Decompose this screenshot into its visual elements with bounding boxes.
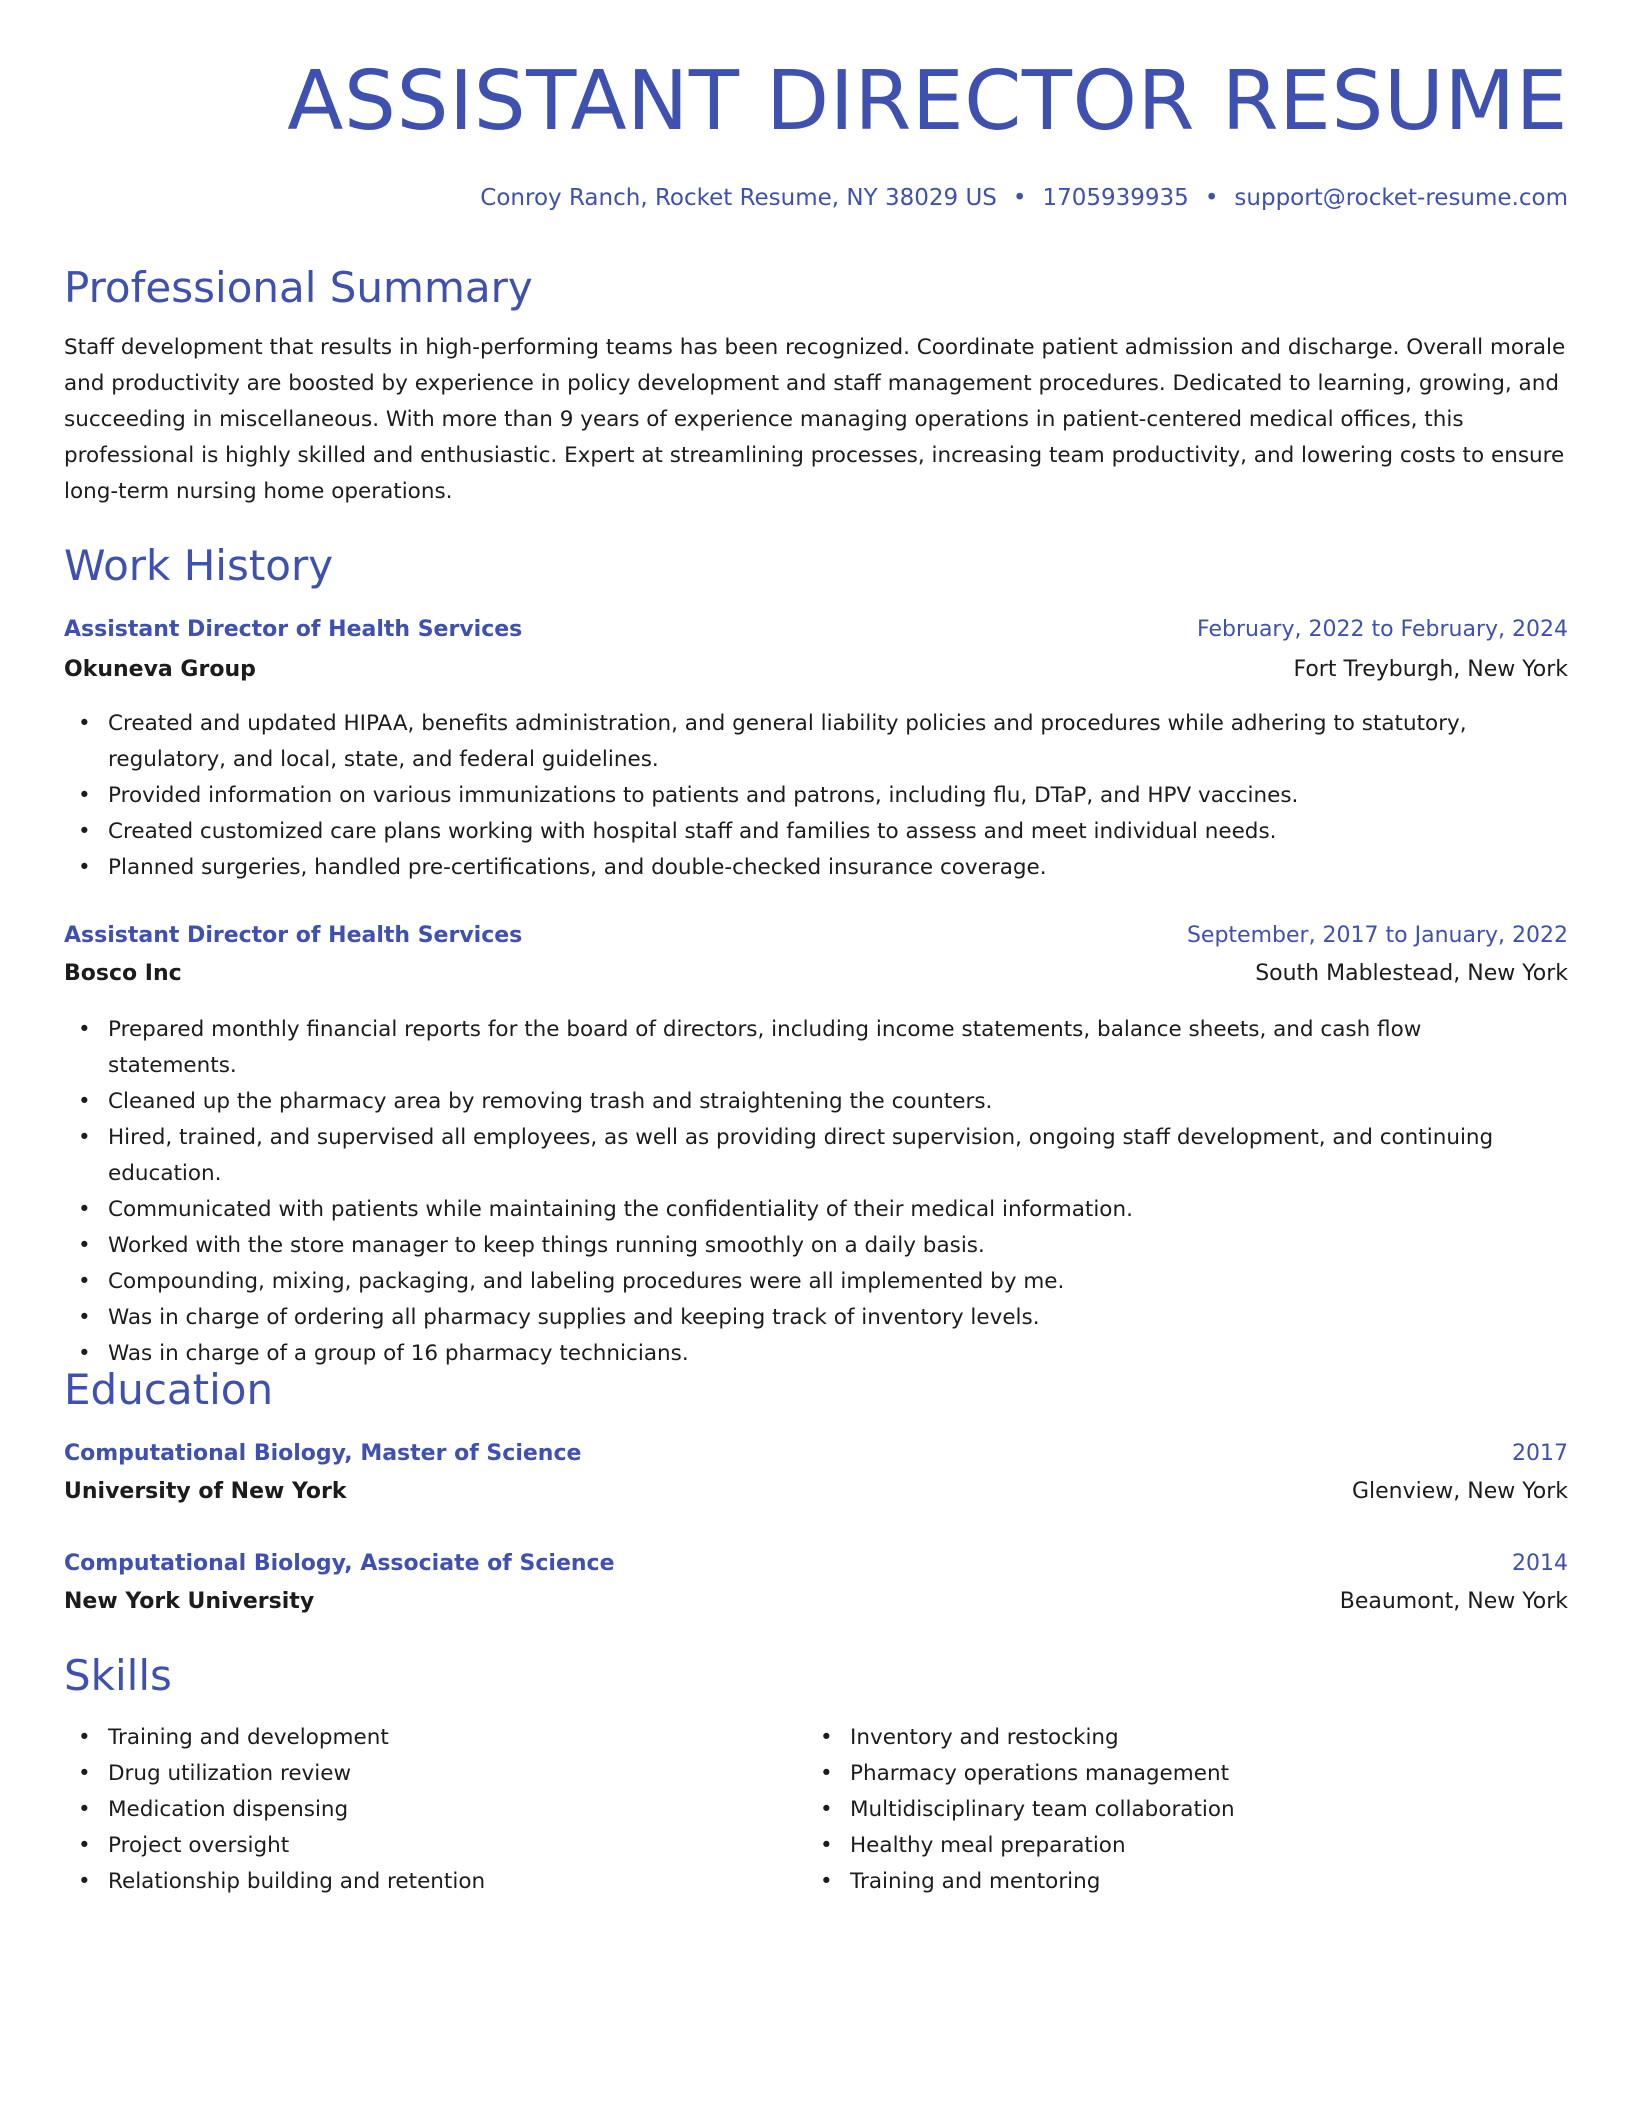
- skill-item: • Drug utilization review: [64, 1756, 784, 1792]
- list-item: • Prepared monthly financial reports for the board of directors, including income statements, balance sheets, and cash flow statements.: [64, 1012, 1534, 1084]
- job-bullets: [64, 1012, 1534, 1372]
- skills-list-right: [806, 1720, 1566, 1900]
- school: University of New York: [64, 1479, 347, 1504]
- job-title-row: [64, 918, 1568, 954]
- phone: 1705939935: [1042, 185, 1189, 211]
- email-link[interactable]: support@rocket-resume.com: [1234, 185, 1568, 211]
- skill-item: • Relationship building and retention: [64, 1864, 784, 1900]
- list-item: • Cleaned up the pharmacy area by removing trash and straightening the counters.: [64, 1084, 1534, 1120]
- degree: Computational Biology, Associate of Science: [64, 1551, 615, 1576]
- job-dates: September, 2017 to January, 2022: [1186, 923, 1568, 948]
- list-item: • Planned surgeries, handled pre-certifications, and double-checked insurance coverage.: [64, 850, 1568, 886]
- work-history-heading: Work History: [64, 541, 334, 590]
- skill-item: • Project oversight: [64, 1828, 784, 1864]
- separator-dot: •: [1204, 185, 1219, 211]
- school: New York University: [64, 1589, 315, 1614]
- skill-item: • Multidisciplinary team collaboration: [806, 1792, 1566, 1828]
- list-item: • Hired, trained, and supervised all employees, as well as providing direct supervision, ongoing staff development, and continuing education.: [64, 1120, 1534, 1192]
- skill-item: • Healthy meal preparation: [806, 1828, 1566, 1864]
- list-item: • Communicated with patients while maintaining the confidentiality of their medical information.: [64, 1192, 1534, 1228]
- job-title: Assistant Director of Health Services: [64, 617, 523, 642]
- job-company: Bosco Inc: [64, 961, 182, 986]
- skills-heading: Skills: [64, 1651, 172, 1700]
- list-item: • Created and updated HIPAA, benefits administration, and general liability policies and procedures while adhering to statutory, regulatory, and local, state, and federal guidelines.: [64, 706, 1568, 778]
- summary-heading: Professional Summary: [64, 263, 533, 312]
- separator-dot: •: [1012, 185, 1027, 211]
- graduation-year: 2014: [1512, 1551, 1568, 1576]
- skill-item: • Inventory and restocking: [806, 1720, 1566, 1756]
- skills-list-left: [64, 1720, 784, 1900]
- skill-item: • Pharmacy operations management: [806, 1756, 1566, 1792]
- skill-item: • Medication dispensing: [64, 1792, 784, 1828]
- school-location: Glenview, New York: [1351, 1479, 1568, 1504]
- list-item: • Worked with the store manager to keep things running smoothly on a daily basis.: [64, 1228, 1534, 1264]
- skill-item: • Training and mentoring: [806, 1864, 1566, 1900]
- degree: Computational Biology, Master of Science: [64, 1441, 582, 1466]
- education-heading: Education: [64, 1365, 274, 1414]
- job-title-row: [64, 612, 1568, 648]
- address: Conroy Ranch, Rocket Resume, NY 38029 US: [480, 185, 997, 211]
- list-item: • Created customized care plans working with hospital staff and families to assess and meet individual needs.: [64, 814, 1568, 850]
- degree-row: [64, 1546, 1568, 1582]
- summary-text: Staff development that results in high-performing teams has been recognized. Coordinate patient admission and discharge. Overall morale and productivity are boosted by experience in policy development and staff management procedures. Dedicated to learning, growing, and succeeding in miscellaneous. With more than 9 years of experience managing operations in patient-centered medical offices, this professional is highly skilled and enthusiastic. Expert at streamlining processes, increasing team productivity, and lowering costs to ensure long-term nursing home operations.: [64, 335, 1566, 504]
- job-company-row: [64, 956, 1568, 992]
- school-row: [64, 1474, 1568, 1510]
- job-location: South Mablestead, New York: [1255, 961, 1568, 986]
- skill-item: • Training and development: [64, 1720, 784, 1756]
- job-company-row: [64, 652, 1568, 688]
- job-dates: February, 2022 to February, 2024: [1197, 617, 1568, 642]
- job-company: Okuneva Group: [64, 657, 256, 682]
- list-item: • Compounding, mixing, packaging, and labeling procedures were all implemented by me.: [64, 1264, 1534, 1300]
- degree-row: [64, 1436, 1568, 1472]
- contact-line: [480, 182, 1568, 214]
- graduation-year: 2017: [1512, 1441, 1568, 1466]
- job-title: Assistant Director of Health Services: [64, 923, 523, 948]
- resume-title: ASSISTANT DIRECTOR RESUME: [287, 54, 1568, 149]
- job-location: Fort Treyburgh, New York: [1293, 657, 1568, 682]
- school-location: Beaumont, New York: [1339, 1589, 1568, 1614]
- school-row: [64, 1584, 1568, 1620]
- job-bullets: [64, 706, 1568, 886]
- list-item: • Was in charge of ordering all pharmacy supplies and keeping track of inventory levels.: [64, 1300, 1534, 1336]
- list-item: • Provided information on various immunizations to patients and patrons, including flu, DTaP, and HPV vaccines.: [64, 778, 1568, 814]
- list-item: • Was in charge of a group of 16 pharmacy technicians.: [64, 1336, 1534, 1372]
